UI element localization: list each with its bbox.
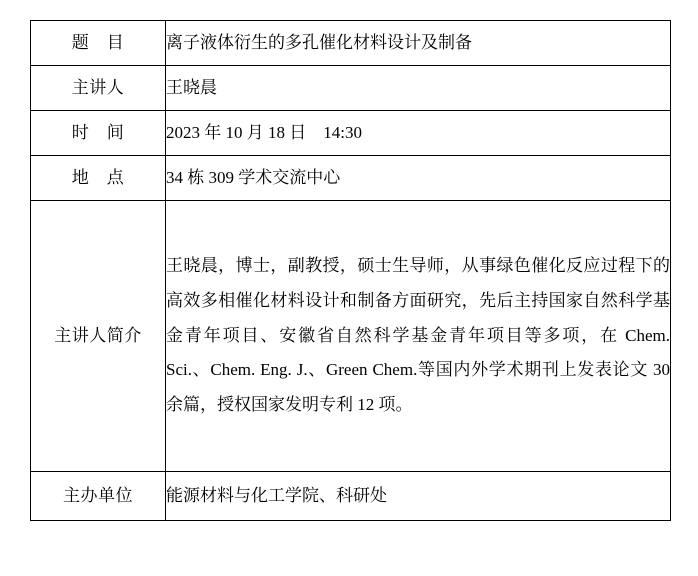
value-place: 34 栋 309 学术交流中心 (166, 156, 671, 201)
label-time: 时 间 (31, 111, 166, 156)
value-time: 2023 年 10 月 18 日 14:30 (166, 111, 671, 156)
table-row-speaker (31, 66, 671, 111)
table-row-title (31, 21, 671, 66)
value-title: 离子液体衍生的多孔催化材料设计及制备 (166, 21, 671, 66)
value-biography: 王晓晨，博士，副教授，硕士生导师，从事绿色催化反应过程下的高效多相催化材料设计和制备方面研究，先后主持国家自然科学基金青年项目、安徽省自然科学基金青年项目等多项，在 Chem. Sci.、Chem. Eng. J.、Green Chem.等国内外学术期刊上发表论文 30 余篇，授权国家发明专利 12 项。 (166, 201, 671, 472)
label-organizer: 主办单位 (31, 472, 166, 521)
seminar-info-table (30, 20, 671, 521)
label-biography: 主讲人简介 (31, 201, 166, 472)
table-row-time (31, 111, 671, 156)
value-organizer: 能源材料与化工学院、科研处 (166, 472, 671, 521)
label-title: 题 目 (31, 21, 166, 66)
table-row-place (31, 156, 671, 201)
label-place: 地 点 (31, 156, 166, 201)
table-row-organizer (31, 472, 671, 521)
value-speaker: 王晓晨 (166, 66, 671, 111)
table-row-biography (31, 201, 671, 472)
label-speaker: 主讲人 (31, 66, 166, 111)
